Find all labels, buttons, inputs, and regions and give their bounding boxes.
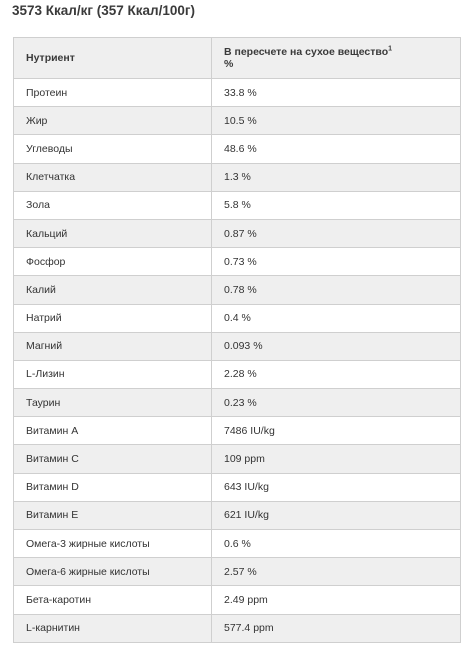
nutrient-name-cell: Калий [14,276,212,304]
nutrient-value-cell: 10.5 % [212,107,461,135]
header-footnote-marker: 1 [388,45,393,53]
nutrient-name-cell: Зола [14,191,212,219]
nutrient-value-cell: 48.6 % [212,135,461,163]
nutrient-value-cell: 5.8 % [212,191,461,219]
nutrient-name-cell: Кальций [14,219,212,247]
table-row [14,389,461,417]
table-row [14,248,461,276]
nutrient-value-cell: 577.4 ppm [212,614,461,642]
table-row [14,107,461,135]
nutrient-name-cell: Фосфор [14,248,212,276]
nutrient-name-cell: Омега-6 жирные кислоты [14,558,212,586]
table-row [14,79,461,107]
nutrient-name-cell: Витамин А [14,417,212,445]
nutrient-value-cell: 643 IU/kg [212,473,461,501]
nutrient-name-cell: Протеин [14,79,212,107]
table-row [14,219,461,247]
calorie-title: 3573 Ккал/кг (357 Ккал/100г) [12,3,195,18]
table-row [14,360,461,388]
table-row [14,558,461,586]
nutrient-value-cell: 0.87 % [212,219,461,247]
table-header-row [14,38,461,79]
header-value-label: В пересчете на сухое вещество [224,46,389,58]
table-row [14,191,461,219]
nutrient-name-cell: Магний [14,332,212,360]
nutrient-value-cell: 0.73 % [212,248,461,276]
nutrient-name-cell: Натрий [14,304,212,332]
nutrient-name-cell: Витамин С [14,445,212,473]
nutrient-table [13,37,461,643]
nutrient-name-cell: Жир [14,107,212,135]
table-row [14,445,461,473]
nutrient-name-cell: Бета-каротин [14,586,212,614]
table-row [14,276,461,304]
nutrient-value-cell: 0.78 % [212,276,461,304]
table-row [14,614,461,642]
table-row [14,163,461,191]
table-row [14,417,461,445]
nutrient-value-cell: 0.093 % [212,332,461,360]
nutrient-name-cell: Витамин D [14,473,212,501]
nutrient-value-cell: 2.28 % [212,360,461,388]
nutrient-value-cell: 621 IU/kg [212,501,461,529]
table-row [14,135,461,163]
nutrient-value-cell: 0.6 % [212,530,461,558]
nutrient-name-cell: L-Лизин [14,360,212,388]
nutrient-name-cell: L-карнитин [14,614,212,642]
nutrient-value-cell: 33.8 % [212,79,461,107]
nutrient-name-cell: Углеводы [14,135,212,163]
table-row [14,332,461,360]
header-value-unit: % [224,58,234,70]
table-row [14,586,461,614]
nutrient-value-cell: 1.3 % [212,163,461,191]
nutrient-name-cell: Таурин [14,389,212,417]
nutrient-name-cell: Клетчатка [14,163,212,191]
nutrient-value-cell: 0.4 % [212,304,461,332]
table-row [14,473,461,501]
nutrient-value-cell: 2.49 ppm [212,586,461,614]
nutrient-value-cell: 0.23 % [212,389,461,417]
nutrient-name-cell: Витамин Е [14,501,212,529]
header-nutrient: Нутриент [14,38,212,79]
nutrient-value-cell: 2.57 % [212,558,461,586]
table-row [14,530,461,558]
table-row [14,304,461,332]
header-value [212,38,461,79]
table-row [14,501,461,529]
nutrient-name-cell: Омега-3 жирные кислоты [14,530,212,558]
nutrient-value-cell: 7486 IU/kg [212,417,461,445]
nutrient-value-cell: 109 ppm [212,445,461,473]
table-body [14,79,461,643]
